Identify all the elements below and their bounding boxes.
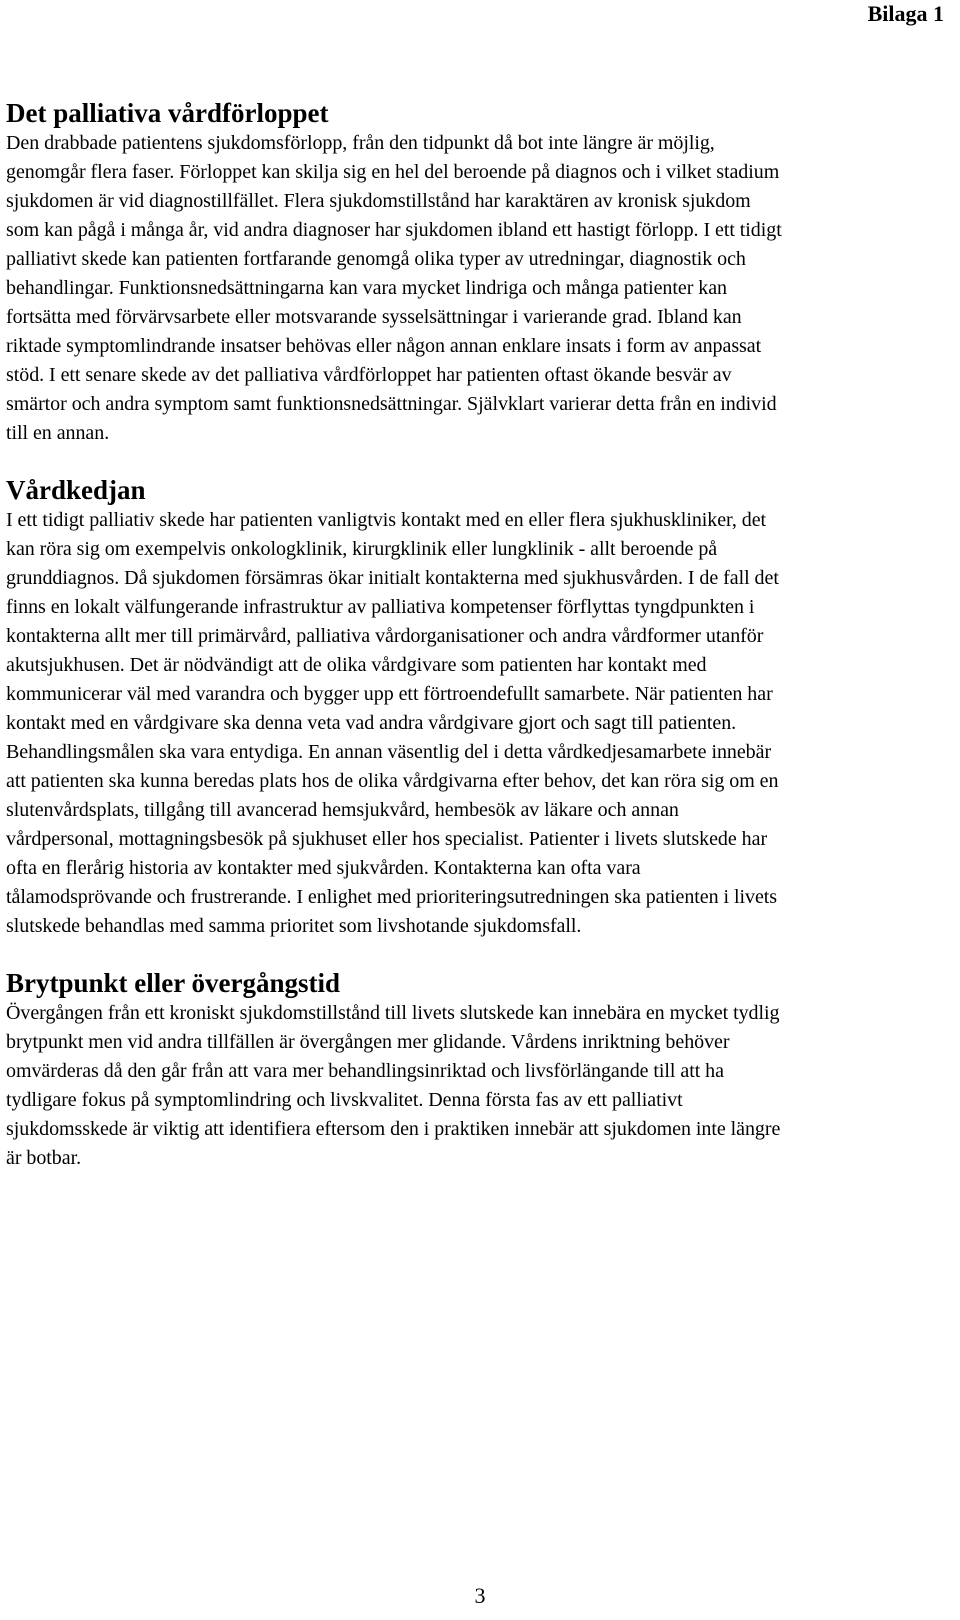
document-content	[6, 98, 786, 1173]
section-palliative-care-course	[6, 98, 786, 448]
section-care-chain	[6, 475, 786, 941]
section-paragraph: Den drabbade patientens sjukdomsförlopp, från den tidpunkt då bot inte längre är möjlig, genomgår flera faser. Förloppet kan skilja sig en hel del beroende på diagnos och i vilket stadium sjukdomen är vid diagnostillfället. Flera sjukdomstillstånd har karaktären av kronisk sjukdom som kan pågå i många år, vid andra diagnoser har sjukdomen ibland ett hastigt förlopp. I ett tidigt palliativt skede kan patienten fortfarande genomgå olika typer av utredningar, diagnostik och behandlingar. Funktionsnedsättningarna kan vara mycket lindriga och många patienter kan fortsätta med förvärvsarbete eller motsvarande sysselsättningar i varierande grad. Ibland kan riktade symptomlindrande insatser behövas eller någon annan enklare insats i form av anpassat stöd. I ett senare skede av det palliativa vårdförloppet har patienten oftast ökande besvär av smärtor och andra symptom samt funktionsnedsättningar. Självklart varierar detta från en individ till en annan.	[6, 132, 782, 444]
section-heading: Det palliativa vårdförloppet	[6, 98, 329, 128]
section-heading: Brytpunkt eller övergångstid	[6, 968, 341, 998]
page-number: 3	[474, 1583, 486, 1608]
section-breakpoint	[6, 968, 786, 1173]
section-paragraph: I ett tidigt palliativ skede har patienten vanligtvis kontakt med en eller flera sjukhuskliniker, det kan röra sig om exempelvis onkologklinik, kirurgklinik eller lungklinik - allt beroende på grunddiagnos. Då sjukdomen försämras ökar initialt kontakterna med sjukhusvården. I de fall det finns en lokalt välfungerande infrastruktur av palliativa kompetenser förflyttas tyngdpunkten i kontakterna allt mer till primärvård, palliativa vårdorganisationer och andra vårdformer utanför akutsjukhusen. Det är nödvändigt att de olika vårdgivare som patienten har kontakt med kommunicerar väl med varandra och bygger upp ett förtroendefullt samarbete. När patienten har kontakt med en vårdgivare ska denna veta vad andra vårdgivare gjort och sagt till patienten. Behandlingsmålen ska vara entydiga. En annan väsentlig del i detta vårdkedjesamarbete innebär att patienten ska kunna beredas plats hos de olika vårdgivarna efter behov, det kan röra sig om en slutenvårdsplats, tillgång till avancerad hemsjukvård, hembesök av läkare och annan vårdpersonal, mottagningsbesök på sjukhuset eller hos specialist. Patienter i livets slutskede har ofta en flerårig historia av kontakter med sjukvården. Kontakterna kan ofta vara tålamodsprövande och frustrerande. I enlighet med prioriteringsutredningen ska patienten i livets slutskede behandlas med samma prioritet som livshotande sjukdomsfall.	[6, 509, 779, 937]
section-heading: Vårdkedjan	[6, 475, 146, 505]
section-paragraph: Övergången från ett kroniskt sjukdomstillstånd till livets slutskede kan innebära en mycket tydlig brytpunkt men vid andra tillfällen är övergången mer glidande. Vårdens inriktning behöver omvärderas då den går från att vara mer behandlingsinriktad och livsförlängande till att ha tydligare fokus på symptomlindring och livskvalitet. Denna första fas av ett palliativt sjukdomsskede är viktig att identifiera eftersom den i praktiken innebär att sjukdomen inte längre är botbar.	[6, 1002, 781, 1169]
appendix-label: Bilaga 1	[867, 1, 944, 26]
